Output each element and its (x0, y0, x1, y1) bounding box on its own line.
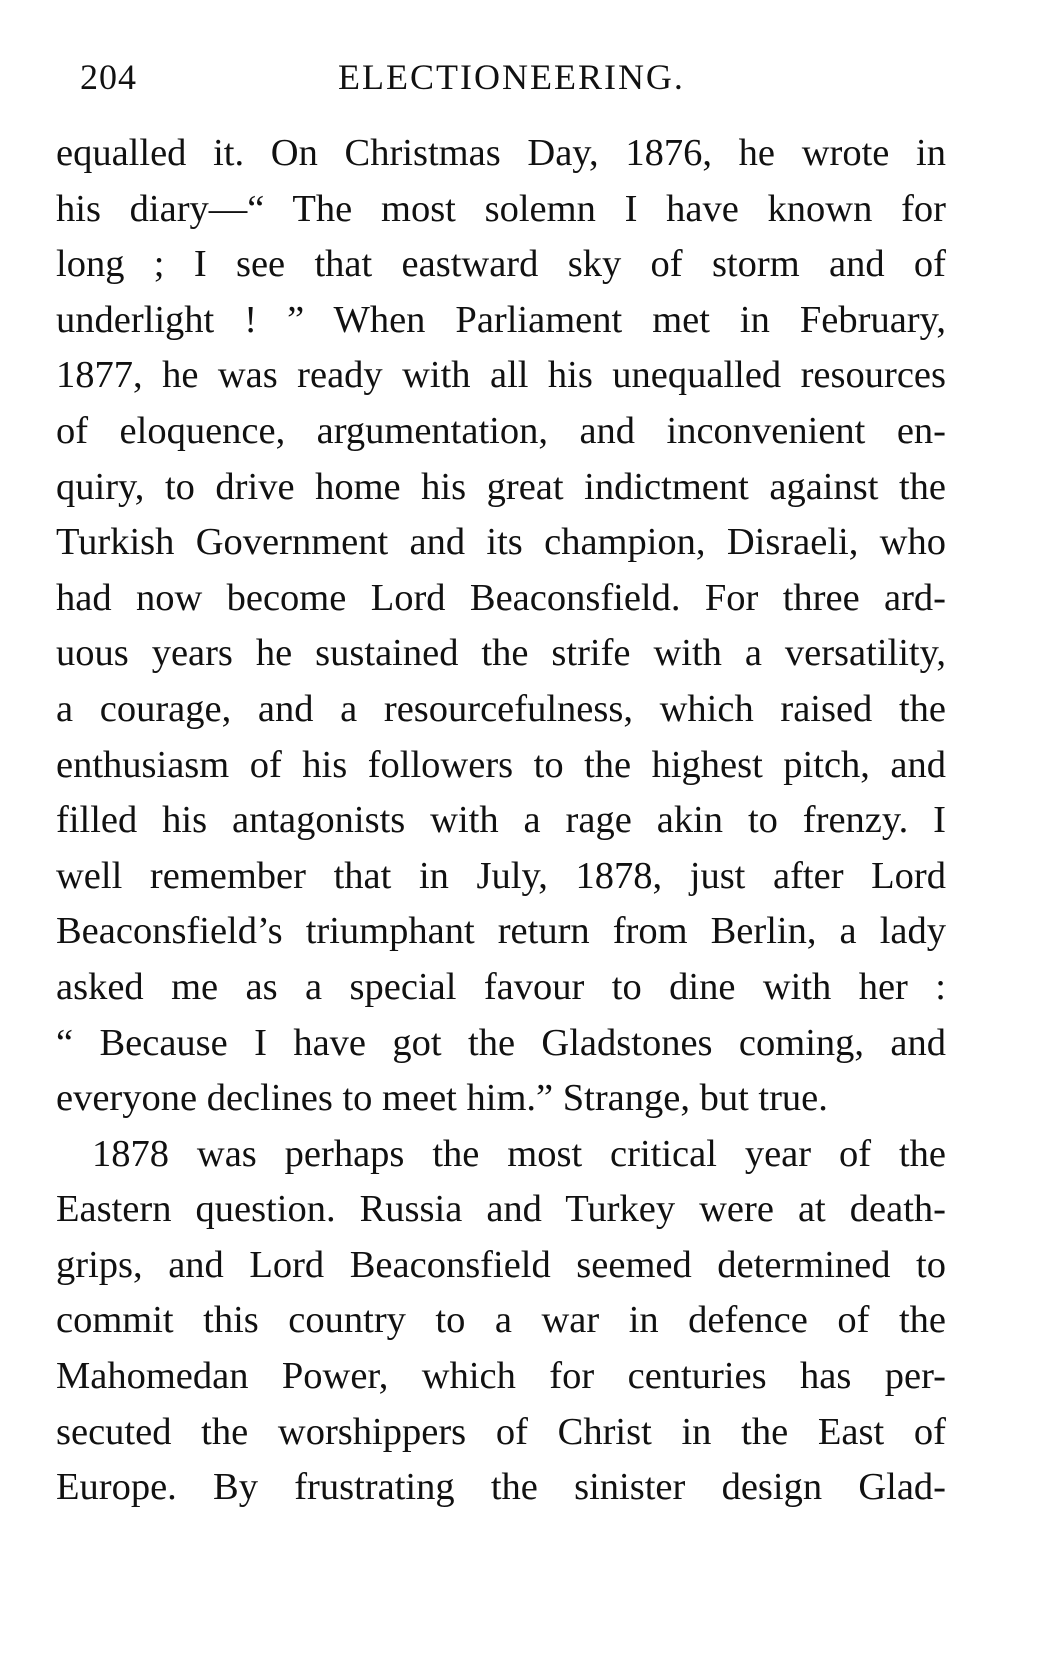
text-line: Beaconsfield’s triumphant return from Berlin, a lady (56, 910, 946, 953)
text-line: Turkish Government and its champion, Disraeli, who (56, 521, 946, 564)
text-line: uous years he sustained the strife with a versatility, (56, 632, 946, 675)
text-line: well remember that in July, 1878, just after Lord (56, 854, 946, 897)
text-line: “ Because I have got the Gladstones coming, and (56, 1021, 946, 1064)
text-line: 1877, he was ready with all his unequalled resources (56, 354, 946, 397)
text-line: commit this country to a war in defence of the (56, 1299, 946, 1342)
text-line: grips, and Lord Beaconsfield seemed determined to (56, 1243, 946, 1286)
text-line: underlight ! ” When Parliament met in February, (56, 298, 946, 341)
text-line: a courage, and a resourcefulness, which raised the (56, 687, 946, 730)
text-line: enthusiasm of his followers to the highest pitch, and (56, 743, 946, 786)
page-header (68, 52, 958, 102)
text-line: equalled it. On Christmas Day, 1876, he wrote in (56, 132, 946, 174)
text-line: long ; I see that eastward sky of storm and of (56, 243, 946, 286)
text-line: secuted the worshippers of Christ in the East of (56, 1410, 946, 1453)
text-line: Europe. By frustrating the sinister design Glad- (56, 1466, 946, 1509)
text-line: filled his antagonists with a rage akin to frenzy. I (56, 799, 946, 842)
text-line: his diary—“ The most solemn I have known for (56, 187, 946, 230)
text-line: quiry, to drive home his great indictment against the (56, 465, 946, 508)
page-number: 204 (80, 57, 137, 97)
running-title: ELECTIONEERING. (338, 57, 685, 97)
text-line: Mahomedan Power, which for centuries has per- (56, 1355, 946, 1398)
text-line: asked me as a special favour to dine with her : (56, 965, 946, 1008)
text-line: had now become Lord Beaconsfield. For three ard- (56, 576, 946, 619)
text-line: of eloquence, argumentation, and inconvenient en- (56, 409, 946, 452)
paragraph-start-line: 1878 was perhaps the most critical year of the (92, 1132, 946, 1175)
text-line: Eastern question. Russia and Turkey were at death- (56, 1188, 946, 1231)
paragraph-end-line: everyone declines to meet him.” Strange, but true. (56, 1077, 828, 1120)
body-text (56, 126, 946, 1516)
